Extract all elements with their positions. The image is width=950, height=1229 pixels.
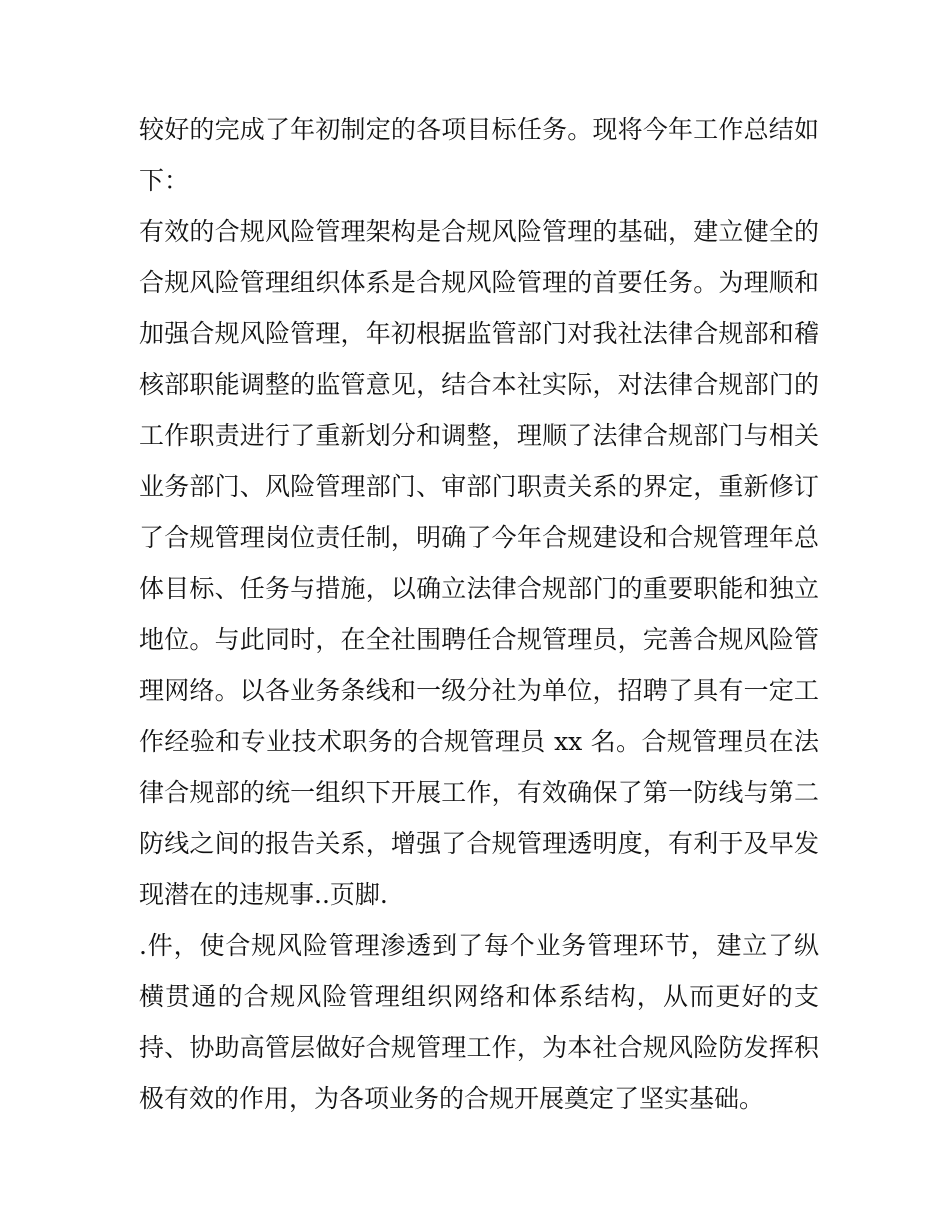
text-line: 作经验和专业技术职务的合规管理员 xx 名。合规管理员在法 [139, 727, 819, 756]
text-line: 工作职责进行了重新划分和调整，理顺了法律合规部门与相关 [139, 421, 819, 450]
text-line: 理网络。以各业务条线和一级分社为单位，招聘了具有一定工 [139, 676, 819, 705]
body-text [139, 104, 819, 1124]
text-line: 核部职能调整的监管意见，结合本社实际，对法律合规部门的 [139, 370, 819, 399]
text-line: 持、协助高管层做好合规管理工作，为本社合规风险防发挥积 [139, 1033, 819, 1062]
text-line: 下： [139, 166, 190, 195]
text-line: 现潜在的违规事..页脚. [139, 880, 388, 909]
text-line: 加强合规风险管理，年初根据监管部门对我社法律合规部和稽 [139, 319, 819, 348]
text-line: 了合规管理岗位责任制，明确了今年合规建设和合规管理年总 [139, 523, 819, 552]
text-line: 防线之间的报告关系，增强了合规管理透明度，有利于及早发 [139, 829, 819, 858]
text-line: 较好的完成了年初制定的各项目标任务。现将今年工作总结如 [139, 115, 819, 144]
text-line: 业务部门、风险管理部门、审部门职责关系的界定，重新修订 [139, 472, 819, 501]
text-line: 合规风险管理组织体系是合规风险管理的首要任务。为理顺和 [139, 268, 819, 297]
text-line: .件，使合规风险管理渗透到了每个业务管理环节，建立了纵 [139, 931, 819, 960]
text-line: 横贯通的合规风险管理组织网络和体系结构，从而更好的支 [139, 982, 819, 1011]
text-line: 体目标、任务与措施，以确立法律合规部门的重要职能和独立 [139, 574, 819, 603]
text-line: 地位。与此同时，在全社围聘任合规管理员，完善合规风险管 [139, 625, 819, 654]
text-line: 极有效的作用，为各项业务的合规开展奠定了坚实基础。 [139, 1084, 765, 1113]
text-line: 有效的合规风险管理架构是合规风险管理的基础，建立健全的 [139, 217, 819, 246]
text-line: 律合规部的统一组织下开展工作，有效确保了第一防线与第二 [139, 778, 819, 807]
